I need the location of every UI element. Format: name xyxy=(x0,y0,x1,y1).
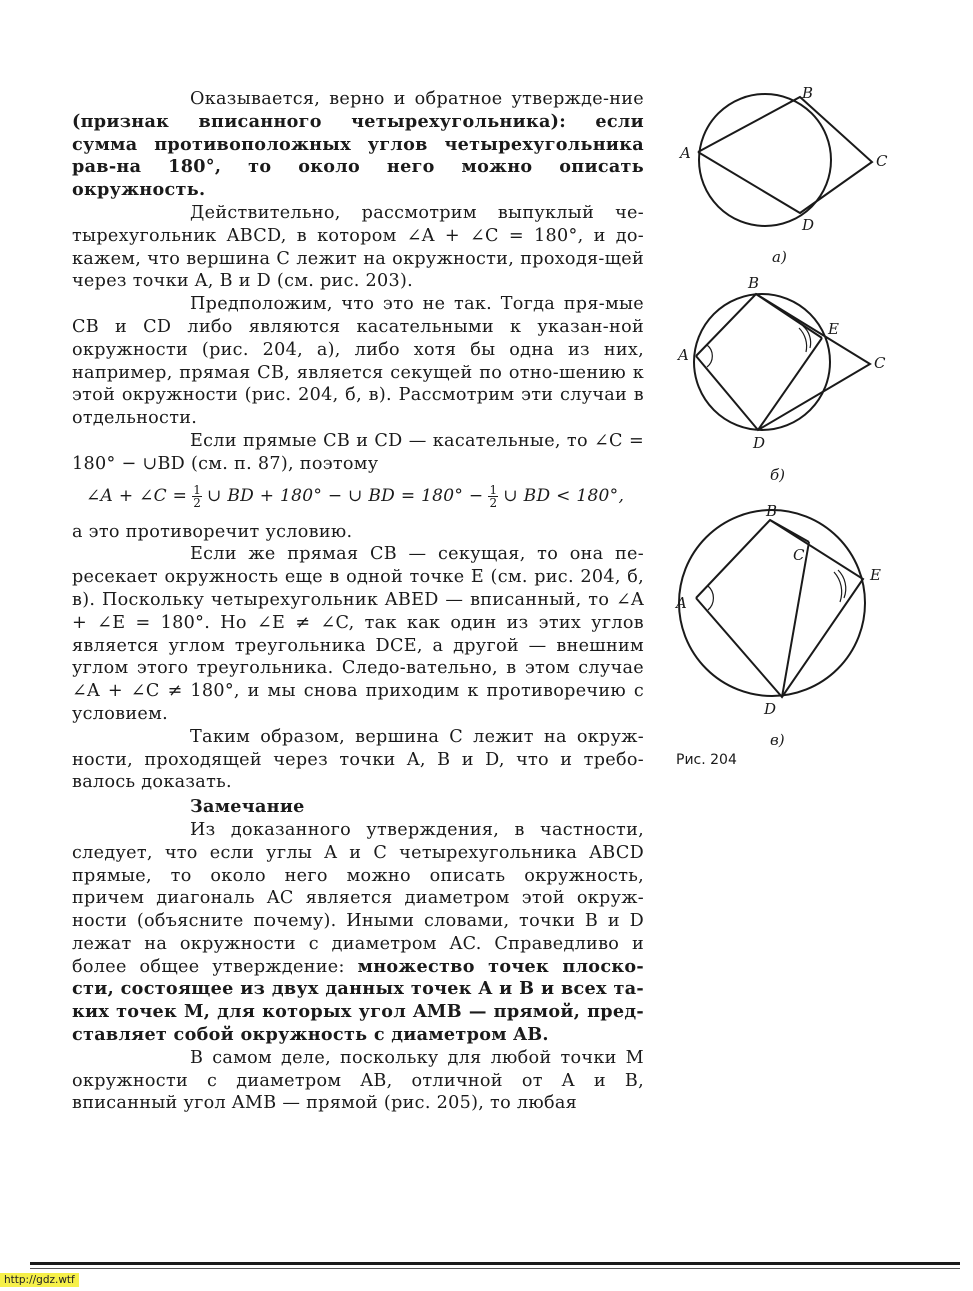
formula-left: ∠A + ∠C = xyxy=(86,485,188,506)
fig-a-point-D: D xyxy=(802,216,815,234)
remark-title: Замечание xyxy=(190,796,305,818)
p1-theorem: (признак вписанного четырехугольника): если сумма противоположных углов четырехугольника рав-на 180°, то около него можно описать окружность. xyxy=(72,110,644,201)
bottom-rule-thin xyxy=(30,1268,960,1269)
formula xyxy=(86,484,644,509)
figure-b xyxy=(694,294,870,430)
p8-statement: множество точек плоско-сти, состоящее из двух данных точек A и B и всех та-ких точек M, для которых угол AMB — прямой, пред-ставляет собой окружность с диаметром AB. xyxy=(72,955,644,1046)
frac-num: 1 xyxy=(193,482,202,497)
p8-text: Из доказанного утверждения, в частности, следует, что если углы A и C четырехугольника ABCD прямые, то около него можно описать окружность, причем диагональ AC является диаметром этой окруж-ности (объясните почему). Иными словами, точки B и D лежат на окружности с диаметром AC. Справедливо и более общее утверждение: xyxy=(72,819,644,977)
fig-c-point-B: B xyxy=(766,502,778,520)
paragraph-1 xyxy=(72,88,644,202)
paragraph-6: Если же прямая CB — секущая, то она пе-ресекает окружность еще в одной точке E (см. рис. 204, б, в). Поскольку четырехугольник ABED — вписанный, то ∠A + ∠E = 180°. Но ∠E ≠ ∠C, так как один из этих углов является углом треугольника DCE, а другой — внешним углом этого треугольника. Следо-вательно, в этом случае ∠A + ∠C ≠ 180°, и мы снова приходим к противоречию с условием. xyxy=(72,544,644,724)
fraction-1 xyxy=(192,484,202,509)
fig-a-point-B: B xyxy=(802,84,814,102)
paragraph-9: В самом деле, поскольку для любой точки M окружности с диаметром AB, отличной от A и B, вписанный угол AMB — прямой (рис. 205), то любая xyxy=(72,1047,644,1114)
fig-a-point-A: A xyxy=(680,144,691,162)
fig-b-point-C: C xyxy=(874,354,886,372)
watermark-link[interactable]: http://gdz.wtf xyxy=(0,1273,79,1287)
fraction-2 xyxy=(488,484,498,509)
frac-num: 1 xyxy=(489,482,498,497)
paragraph-3: Предположим, что это не так. Тогда пря-мые CB и CD либо являются касательными к указан-ной окружности (рис. 204, а), либо хотя бы одна из них, например, прямая CB, является секущей по отно-шению к этой окружности (рис. 204, б, в). Рассмотрим эти случаи в отдельности. xyxy=(72,294,644,429)
p1-intro: Оказывается, верно и обратное утвержде-ние xyxy=(190,89,644,109)
fig-a-point-C: C xyxy=(876,152,888,170)
figure-c xyxy=(679,510,865,697)
fig-c-caption: в) xyxy=(770,731,785,749)
fig-b-point-D: D xyxy=(753,434,766,452)
paragraph-5: а это противоречит условию. xyxy=(72,521,353,542)
fig-c-point-E: E xyxy=(870,566,881,584)
frac-den: 2 xyxy=(489,495,498,510)
fig-c-point-C: C xyxy=(793,546,805,564)
paragraph-8 xyxy=(72,819,644,1047)
fig-b-caption: б) xyxy=(770,466,786,484)
fig-b-point-A: A xyxy=(678,346,689,364)
formula-right: ∪ BD < 180°, xyxy=(503,485,625,506)
formula-mid: ∪ BD + 180° − ∪ BD = 180° − xyxy=(207,485,484,506)
frac-den: 2 xyxy=(193,495,202,510)
paragraph-2: Действительно, рассмотрим выпуклый че-тырехугольник ABCD, в котором ∠A + ∠C = 180°, и до-кажем, что вершина C лежит на окружности, проходя-щей через точки A, B и D (см. рис. 203). xyxy=(72,202,644,292)
fig-c-point-D: D xyxy=(764,700,777,718)
fig-a-caption: а) xyxy=(772,248,787,266)
figure-a xyxy=(698,94,872,226)
paragraph-7: Таким образом, вершина C лежит на окруж-ности, проходящей через точки A, B и D, что и требо-валось доказать. xyxy=(72,726,644,793)
bottom-rule xyxy=(30,1262,960,1265)
fig-b-point-B: B xyxy=(748,274,760,292)
figure-204 xyxy=(660,80,900,780)
fig-c-point-A: A xyxy=(676,594,687,612)
figure-label: Рис. 204 xyxy=(676,752,737,768)
fig-b-point-E: E xyxy=(828,320,839,338)
main-text xyxy=(72,88,644,1115)
paragraph-4: Если прямые CB и CD — касательные, то ∠C = 180° − ∪BD (см. п. 87), поэтому xyxy=(72,430,644,474)
